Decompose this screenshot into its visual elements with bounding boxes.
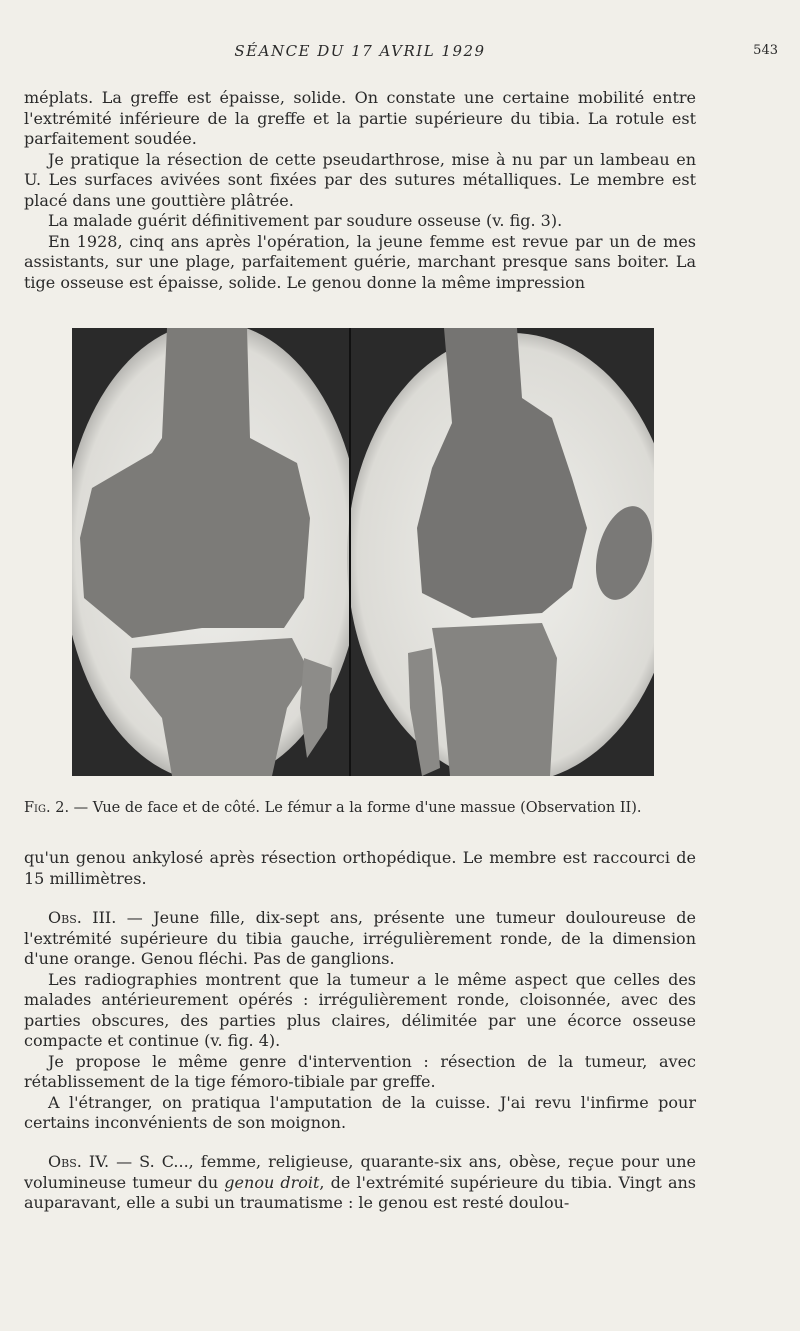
xray-figure bbox=[72, 328, 654, 776]
obs-label: Obs. IV. bbox=[48, 1152, 110, 1171]
page-header bbox=[24, 42, 778, 66]
observation-3 bbox=[24, 908, 696, 1134]
tibia-side bbox=[432, 623, 557, 776]
page-number: 543 bbox=[753, 43, 778, 58]
obs-text: — Jeune fille, dix-sept ans, présente une tumeur douloureuse de l'extrémité supérieure du tibia gauche, irrégulièrement ronde, de la dimension d'une orange. Genou fléchi. Pas de ganglions. bbox=[24, 908, 696, 968]
obs-italic: genou droit bbox=[224, 1172, 320, 1192]
paragraph: Je propose le même genre d'intervention : résection de la tumeur, avec rétablissement de la tige fémoro-tibiale par greffe. bbox=[24, 1051, 696, 1091]
obs-label: Obs. III. bbox=[48, 908, 117, 927]
figure-caption bbox=[24, 798, 696, 818]
paragraph: méplats. La greffe est épaisse, solide. On constate une certaine mobilité entre l'extrémité inférieure de la greffe et la partie supérieure du tibia. La rotule est parfaitement soudée. bbox=[24, 88, 696, 148]
xray-image bbox=[72, 328, 654, 776]
observation-4 bbox=[24, 1152, 696, 1214]
figure-caption-text: — Vue de face et de côté. Le fémur a la forme d'une massue (Observation II). bbox=[69, 800, 642, 816]
obs-text: — S. C..., femme, religieuse, quarante-six ans, obèse, reçue pour une volumineuse tumeur du bbox=[24, 1152, 697, 1192]
paragraph bbox=[24, 908, 696, 970]
paragraph: A l'étranger, on pratiqua l'amputation de la cuisse. J'ai revu l'infirme pour certains inconvénients de son moignon. bbox=[24, 1092, 696, 1132]
paragraph: Les radiographies montrent que la tumeur a le même aspect que celles des malades antérieurement opérés : irrégulièrement ronde, cloisonnée, avec des parties obscures, des parties plus claires, délimitée par une écorce osseuse compacte et continue (v. fig. 4). bbox=[24, 969, 696, 1050]
paragraph: La malade guérit définitivement par soudure osseuse (v. fig. 3). bbox=[48, 211, 563, 230]
paragraph: qu'un genou ankylosé après résection orthopédique. Le membre est raccourci de 15 millimètres. bbox=[24, 848, 696, 888]
text-block-after-figure bbox=[24, 848, 696, 889]
paragraph: En 1928, cinq ans après l'opération, la jeune femme est revue par un de mes assistants, sur une plage, parfaitement guérie, marchant presque sans boiter. La tige osseuse est épaisse, solide. Le genou donne la même impression bbox=[24, 231, 696, 292]
paragraph bbox=[24, 1152, 696, 1214]
figure-label: Fig. 2. bbox=[24, 800, 70, 816]
running-title: SÉANCE DU 17 AVRIL 1929 bbox=[234, 42, 486, 60]
obs-text: , de l'extrémité supérieure du tibia. Vingt ans auparavant, elle a subi un traumatisme : le genou est resté doulou- bbox=[24, 1172, 696, 1212]
text-block-top bbox=[24, 88, 696, 293]
paragraph: Je pratique la résection de cette pseudarthrose, mise à nu par un lambeau en U. Les surfaces avivées sont fixées par des sutures métalliques. Le membre est placé dans une gouttière plâtrée. bbox=[24, 149, 696, 210]
